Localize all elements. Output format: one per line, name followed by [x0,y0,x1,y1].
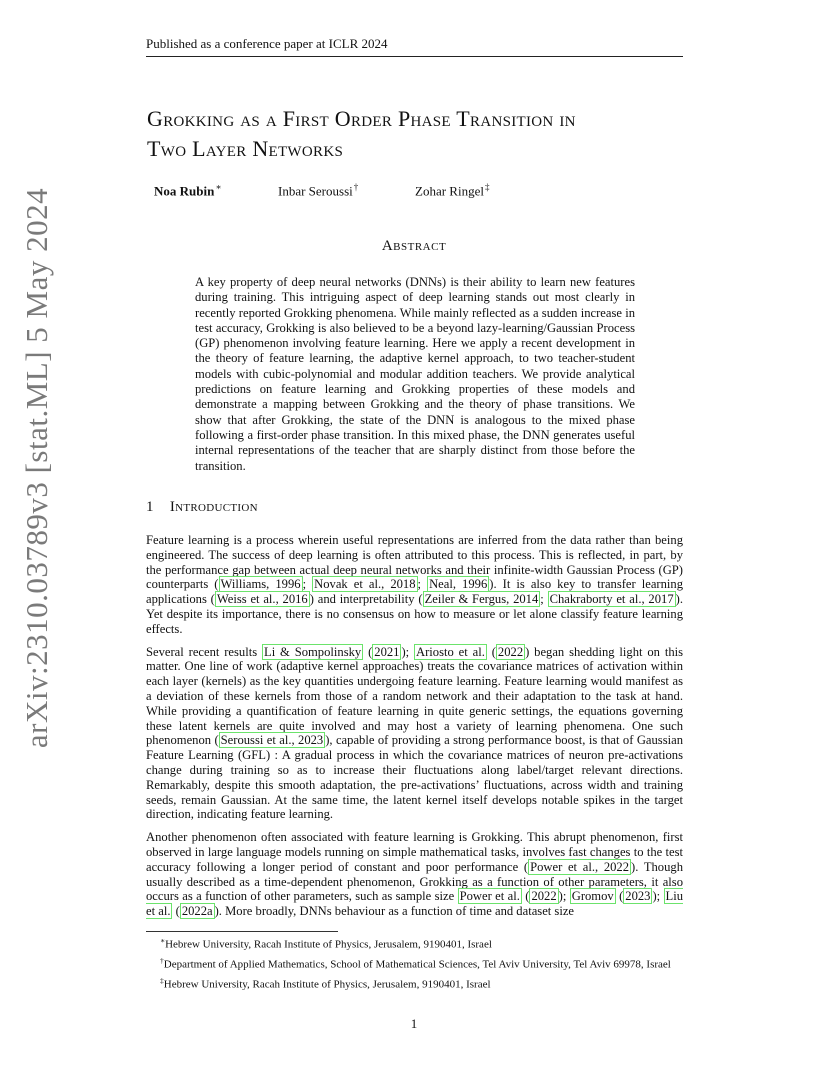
text-run: ); [558,889,570,904]
text-run: ( [615,889,624,904]
text-run: ); [652,889,664,904]
text-run: ) began shedding light on this matter. One line of work (adaptive kernel approaches) treats the covariance matrices of activation within each layer (kernels) as the key quantities undergoing feature learning. Feature learning would manifest as a deviation of these kernels from those of a random network and their adaptation to the task at hand. While providing a quantification of feature learning in quite generic settings, the equations governing these latent kernels are quite involved and may host a variety of learning phenomena. One such phenomenon ( [146,644,684,748]
citation-link[interactable]: 2023 [625,889,651,904]
text-run: ; [417,577,428,592]
text-run: ; [302,577,313,592]
citation-link[interactable]: Gromov [571,889,614,904]
paragraph-2 [146,645,683,823]
text-run: ). It is also key to transfer learning applications ( [146,577,684,607]
section-heading [146,499,258,516]
citation-link[interactable]: 2021 [374,644,400,659]
text-run: Feature learning is a process wherein useful representations are inferred from the data rather than being engineered. The success of deep learning is often attributed to this process. This is reflected, in part, by the performance gap between actual deep neural networks and their infinite-width Gaussian Process (GP) counterparts ( [146,533,683,592]
footnote-3-mark: ‡ [160,976,164,986]
author-1-name: Noa Rubin [154,183,215,199]
citation-link[interactable]: Zeiler & Fergus, 2014 [424,592,539,607]
abstract-text: A key property of deep neural networks (DNNs) is their ability to learn new features during training. This intriguing aspect of deep learning stands out most clearly in recently reported Grokking phenomena. While mainly reflected as a sudden increase in test accuracy, Grokking is also believed to be a beyond lazy-learning/Gaussian Process (GP) phenomenon involving feature learning. Here we apply a recent development in the theory of feature learning, the adaptive kernel approach, to two teacher-student models with cubic-polynomial and modular addition teachers. We provide analytical predictions on feature learning and Grokking properties of these models and demonstrate a mapping between Grokking and the theory of phase transitions. We show that after Grokking, the state of the DNN is analogous to the mixed phase following a first-order phase transition. In this mixed phase, the DNN generates useful internal representations of the teacher that are sharply distinct from those before the transition. [195,275,635,473]
section-title: Introduction [169,499,258,515]
paragraph-1 [146,533,683,637]
footnote-3-text: Hebrew University, Racah Institute of Physics, Jerusalem, 9190401, Israel [163,978,491,991]
text-run: ( [486,644,496,659]
text-run: ). Though usually described as a time-dependent phenomenon, Grokking as a function of other parameters, it also occurs as a function of other parameters, such as sample size [146,859,683,904]
footnote-1-text: Hebrew University, Racah Institute of Physics, Jerusalem, 9190401, Israel [165,938,492,951]
author-1 [154,182,221,199]
author-3-mark: ‡ [484,182,490,192]
author-2-name: Inbar Seroussi [278,183,353,199]
citation-link[interactable]: 2022a [181,904,213,919]
citation-link[interactable]: Williams, 1996 [220,577,301,592]
text-run: ( [521,889,530,904]
title-line-1: Grokking as a First Order Phase Transition in [147,106,576,131]
author-3-name: Zohar Ringel [415,183,484,199]
abstract-heading: Abstract [381,238,447,254]
text-run: Another phenomenon often associated with feature learning is Grokking. This abrupt phenomenon, first observed in large language models running on simple mathematical tasks, involves fast changes to the test accuracy following a longer period of constant and poor performance ( [146,830,683,874]
author-2 [278,182,358,199]
citation-link[interactable]: Power et al., 2022 [530,859,630,874]
footnote-2-mark: † [160,956,164,966]
citation-link[interactable]: 2022 [497,644,524,659]
title-line-2: Two Layer Networks [147,136,344,161]
paragraph-3 [146,830,683,919]
citation-link[interactable]: Liu et al. [146,889,684,919]
text-run: ). Yet despite its importance, there is no consensus on how to measure or let alone classify feature learning effects. [146,592,683,636]
text-run: ). More broadly, DNNs behaviour as a function of time and dataset size [214,904,575,919]
text-run: ); [401,644,415,659]
footnote-divider [146,931,338,932]
citation-link[interactable]: Power et al. [459,889,520,904]
text-run: ) and interpretability ( [309,592,423,607]
citation-link[interactable]: Weiss et al., 2016 [216,592,308,607]
introduction-body [146,533,683,927]
citation-link[interactable]: Chakraborty et al., 2017 [549,592,674,607]
text-run: ( [172,904,180,919]
text-run: Several recent results [146,644,262,659]
author-3 [415,182,489,199]
citation-link[interactable]: Novak et al., 2018 [314,577,416,592]
citation-link[interactable]: 2022 [531,889,557,904]
text-run: ), capable of providing a strong performance boost, is that of Gaussian Feature Learning (GFL) : A gradual process in which the covariance matrices of neuron pre-activations change during training so as to increase their fluctuations along label/target relevant directions. Remarkably, despite this smooth adaptation, the pre-activations’ fluctuations, across width and training seeds, remain Gaussian. At the same time, the latent kernel itself develops notable spikes in the target direction, indicating feature learning. [146,733,683,822]
citation-link[interactable]: Neal, 1996 [429,577,488,592]
citation-link[interactable]: Li & Sompolinsky [264,644,362,659]
section-number: 1 [146,499,154,515]
citation-link[interactable]: Seroussi et al., 2023 [220,733,324,748]
text-run: ; [540,592,548,607]
footnote-3 [146,974,683,992]
text-run: ( [363,644,373,659]
paper-title [147,104,707,164]
footnote-1-mark: ∗ [160,936,166,945]
running-header: Published as a conference paper at ICLR 2024 [146,36,683,57]
citation-link[interactable]: Ariosto et al. [416,644,485,659]
author-2-mark: † [353,182,359,192]
arxiv-stamp [12,187,62,749]
author-1-mark: ∗ [215,182,222,192]
footnote-2 [146,954,683,972]
footnote-1 [146,934,683,952]
arxiv-identifier: arXiv:2310.03789v3 [stat.ML] 5 May 2024 [19,187,54,749]
footnotes [146,934,683,994]
footnote-2-text: Department of Applied Mathematics, School of Mathematical Sciences, Tel Aviv University, Tel Aviv 69978, Israel [163,958,671,971]
page-number: 1 [410,1016,418,1031]
